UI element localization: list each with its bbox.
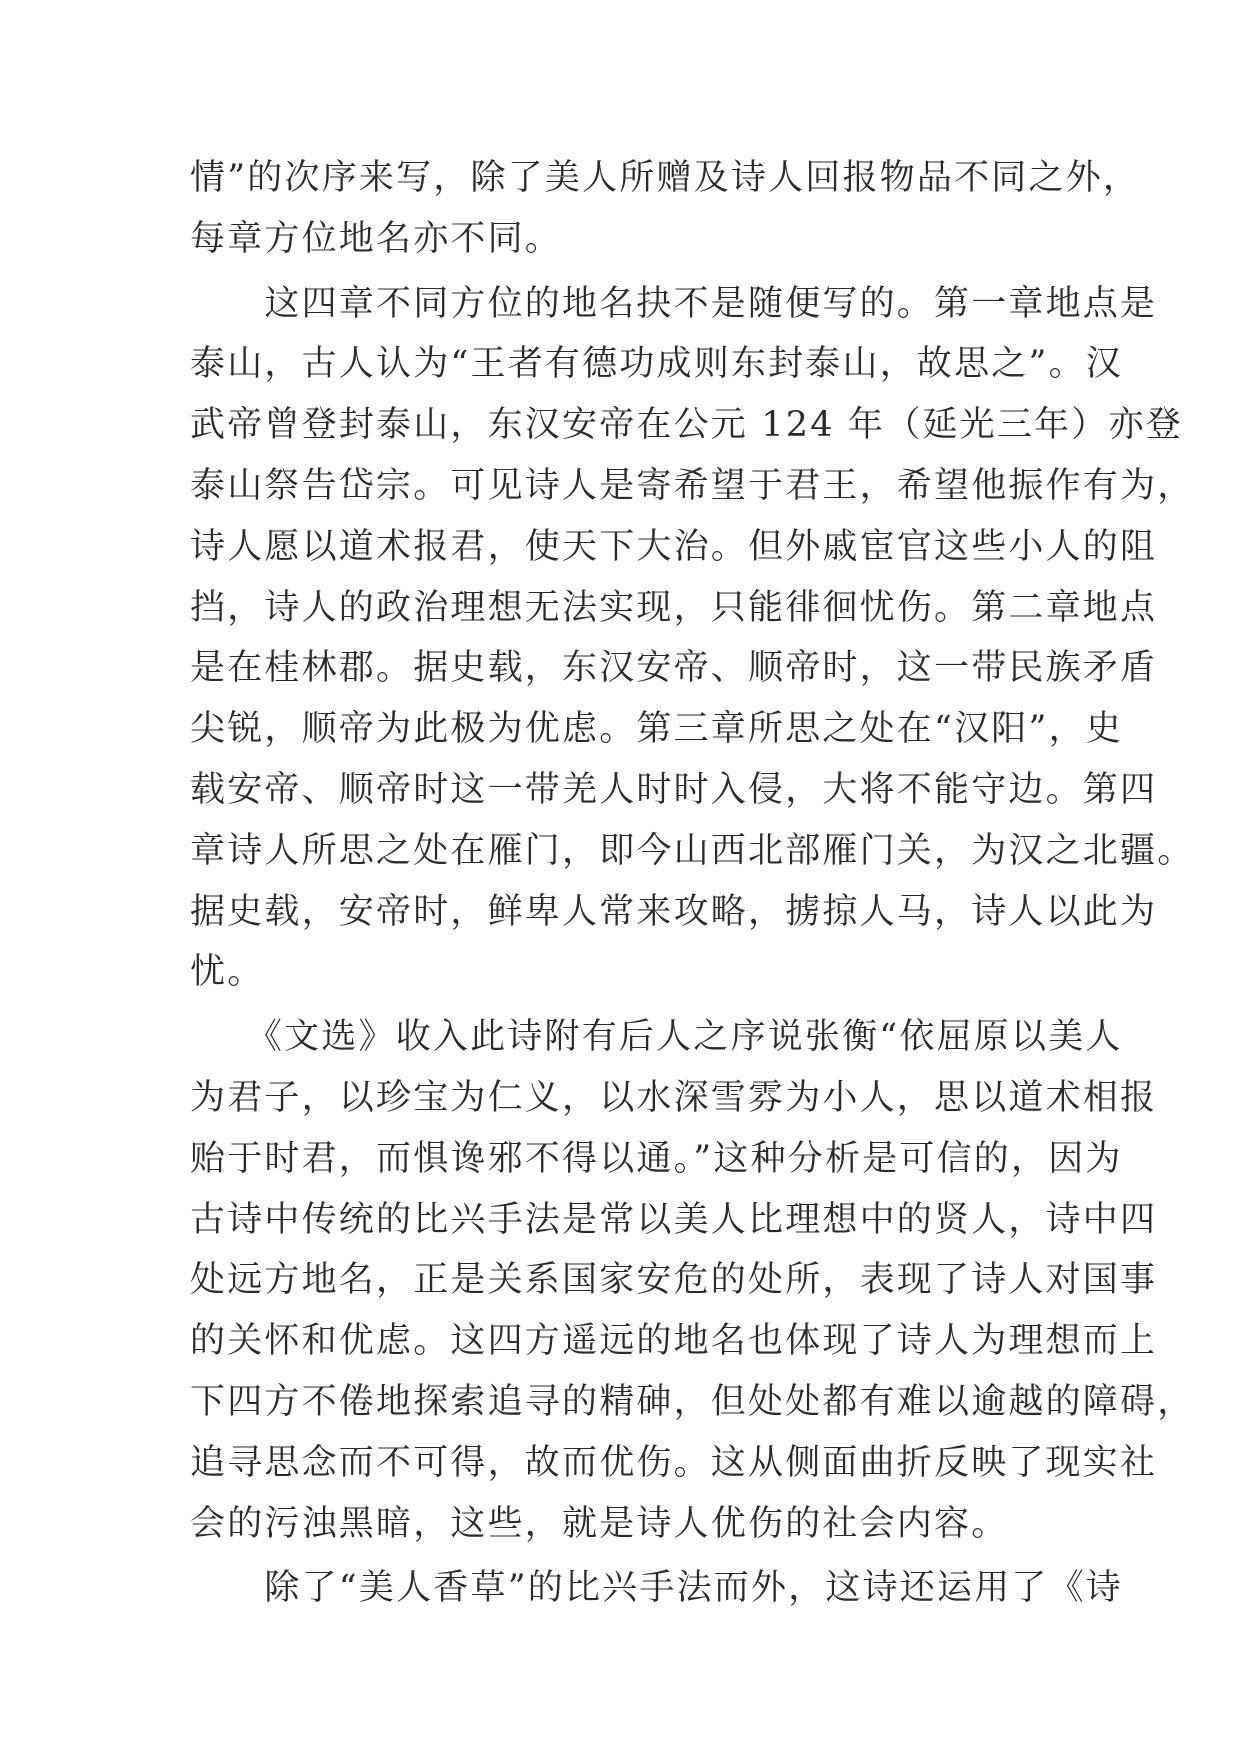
text-line: 这四章不同方位的地名抉不是随便写的。第一章地点是 xyxy=(190,283,1158,324)
text-line: 诗人愿以道术报君，使天下大治。但外戚宦官这些小人的阻 xyxy=(190,526,1158,567)
text-line: 挡，诗人的政治理想无法实现，只能徘徊忧伤。第二章地点 xyxy=(190,587,1158,628)
text-line: 古诗中传统的比兴手法是常以美人比理想中的贤人，诗中四 xyxy=(190,1199,1158,1240)
paragraph-4 xyxy=(190,1558,1123,1619)
text-line: 载安帝、顺帝时这一带羌人时时入侵，大将不能守边。第四 xyxy=(190,769,1158,810)
text-line: 泰山祭告岱宗。可见诗人是寄希望于君王，希望他振作有为， xyxy=(190,465,1195,506)
text-line: 为君子，以珍宝为仁义，以水深雪雰为小人，思以道术相报 xyxy=(190,1077,1158,1118)
text-line: 除了“美人香草”的比兴手法而外，这诗还运用了《诗 xyxy=(190,1568,1123,1609)
text-line: 的关怀和优虑。这四方遥远的地名也体现了诗人为理想而上 xyxy=(190,1321,1158,1362)
text-line: 每章方位地名亦不同。 xyxy=(190,218,563,259)
text-line: 武帝曾登封泰山，东汉安帝在公元 124 年（延光三年）亦登 xyxy=(190,405,1183,446)
text-line: 追寻思念而不可得，故而优伤。这从侧面曲折反映了现实社 xyxy=(190,1442,1158,1483)
text-line: 处远方地名，正是关系国家安危的处所，表现了诗人对国事 xyxy=(190,1260,1158,1301)
paragraph-2 xyxy=(190,274,1195,1004)
text-line: 章诗人所思之处在雁门，即今山西北部雁门关，为汉之北疆。 xyxy=(190,830,1195,871)
text-line: 情”的次序来写，除了美人所赠及诗人回报物品不同之外， xyxy=(190,158,1141,198)
text-line: 是在桂林郡。据史载，东汉安帝、顺帝时，这一带民族矛盾 xyxy=(190,648,1158,689)
text-line: 会的污浊黑暗，这些，就是诗人优伤的社会内容。 xyxy=(190,1503,1009,1544)
text-line: 下四方不倦地探索追寻的精砷，但处处都有难以逾越的障碍， xyxy=(190,1381,1195,1422)
text-line: 尖锐，顺帝为此极为优虑。第三章所思之处在“汉阳”，史 xyxy=(190,709,1123,750)
text-line: 泰山，古人认为“王者有德功成则东封泰山，故思之”。汉 xyxy=(190,344,1123,385)
text-line: 据史载，安帝时，鲜卑人常来攻略，掳掠人马，诗人以此为 xyxy=(190,891,1158,932)
text-line: 《文选》收入此诗附有后人之序说张衡“依屈原以美人 xyxy=(190,1017,1123,1058)
text-line: 贻于时君，而惧谗邪不得以通。”这种分析是可信的，因为 xyxy=(190,1138,1123,1179)
body-text xyxy=(190,148,1195,1619)
paragraph-3 xyxy=(190,1007,1195,1554)
paragraph-1 xyxy=(190,148,1141,270)
text-line: 忧。 xyxy=(190,952,265,993)
